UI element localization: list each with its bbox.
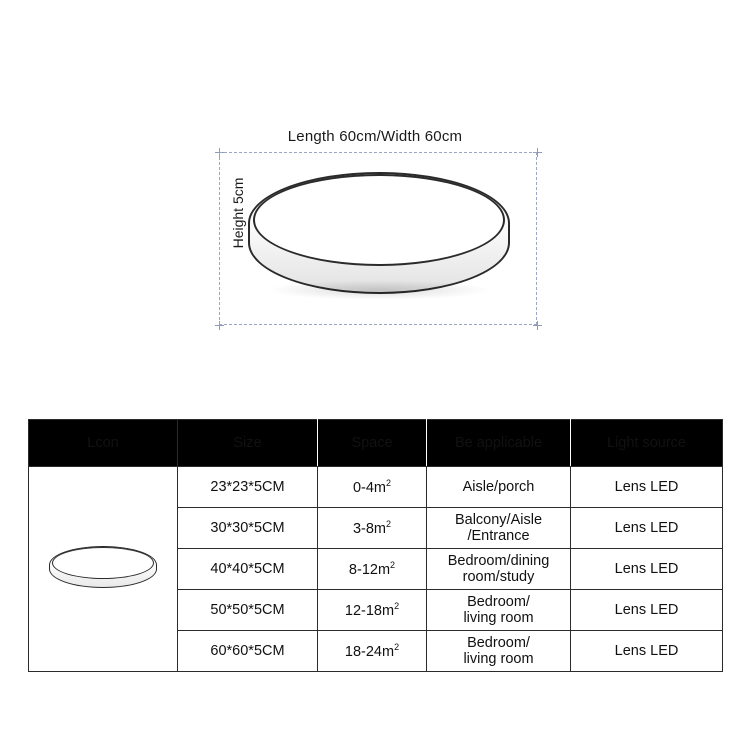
- cell-applicable: [427, 508, 571, 549]
- cell-applicable: [427, 631, 571, 672]
- ceiling-lamp-icon: [49, 546, 157, 592]
- space-unit: m: [373, 479, 387, 496]
- column-header-size: Size: [178, 420, 318, 467]
- column-header-applicable: Be applicable: [427, 420, 571, 467]
- table-row: [29, 467, 723, 508]
- space-value: 12-18: [344, 602, 382, 619]
- applicable-line-1: Aisle/porch: [462, 478, 535, 495]
- lamp-top-shape: [52, 547, 154, 579]
- cell-light-source: Lens LED: [571, 631, 723, 672]
- space-value: 8-12: [348, 561, 378, 578]
- cell-space: [318, 508, 427, 549]
- cell-light-source: Lens LED: [571, 467, 723, 508]
- space-unit: m: [381, 602, 395, 619]
- column-header-icon: Lcon: [29, 420, 178, 467]
- cell-applicable: [427, 590, 571, 631]
- space-value: 3-8: [352, 520, 374, 537]
- applicable-line-2: living room: [463, 651, 534, 667]
- cell-size: 30*30*5CM: [178, 508, 318, 549]
- space-superscript: 2: [394, 642, 400, 653]
- space-unit: m: [377, 561, 391, 578]
- applicable-line-2: /Entrance: [467, 528, 530, 544]
- cell-size: 60*60*5CM: [178, 631, 318, 672]
- space-superscript: 2: [386, 519, 392, 530]
- product-image-cell: [29, 467, 178, 672]
- applicable-line-1: Bedroom/: [467, 593, 530, 610]
- cell-applicable: [427, 467, 571, 508]
- cell-space: [318, 590, 427, 631]
- applicable-line-2: living room: [463, 610, 534, 626]
- lamp-shadow: [266, 280, 492, 300]
- column-header-space: Space: [318, 420, 427, 467]
- lamp-top-shape: [253, 174, 505, 266]
- space-unit: m: [381, 643, 395, 660]
- cell-space: [318, 467, 427, 508]
- cell-size: 23*23*5CM: [178, 467, 318, 508]
- width-dimension-label: Length 60cm/Width 60cm: [287, 128, 463, 145]
- space-value: 18-24: [344, 643, 382, 660]
- applicable-line-1: Balcony/Aisle: [454, 511, 543, 528]
- height-dimension-label: Height 5cm: [230, 177, 246, 249]
- ceiling-lamp-icon: [248, 172, 510, 304]
- space-superscript: 2: [394, 601, 400, 612]
- space-superscript: 2: [390, 560, 396, 571]
- space-superscript: 2: [386, 478, 392, 489]
- cell-light-source: Lens LED: [571, 508, 723, 549]
- cell-light-source: Lens LED: [571, 590, 723, 631]
- table-header-row: [29, 420, 723, 467]
- cell-size: 50*50*5CM: [178, 590, 318, 631]
- applicable-line-2: room/study: [462, 569, 535, 585]
- specification-table: [28, 419, 722, 672]
- space-unit: m: [373, 520, 387, 537]
- cell-applicable: [427, 549, 571, 590]
- applicable-line-1: Bedroom/: [467, 634, 530, 651]
- applicable-line-1: Bedroom/dining: [447, 552, 550, 569]
- cell-space: [318, 549, 427, 590]
- space-value: 0-4: [352, 479, 374, 496]
- column-header-light-source: Light source: [571, 420, 723, 467]
- cell-size: 40*40*5CM: [178, 549, 318, 590]
- cell-light-source: Lens LED: [571, 549, 723, 590]
- cell-space: [318, 631, 427, 672]
